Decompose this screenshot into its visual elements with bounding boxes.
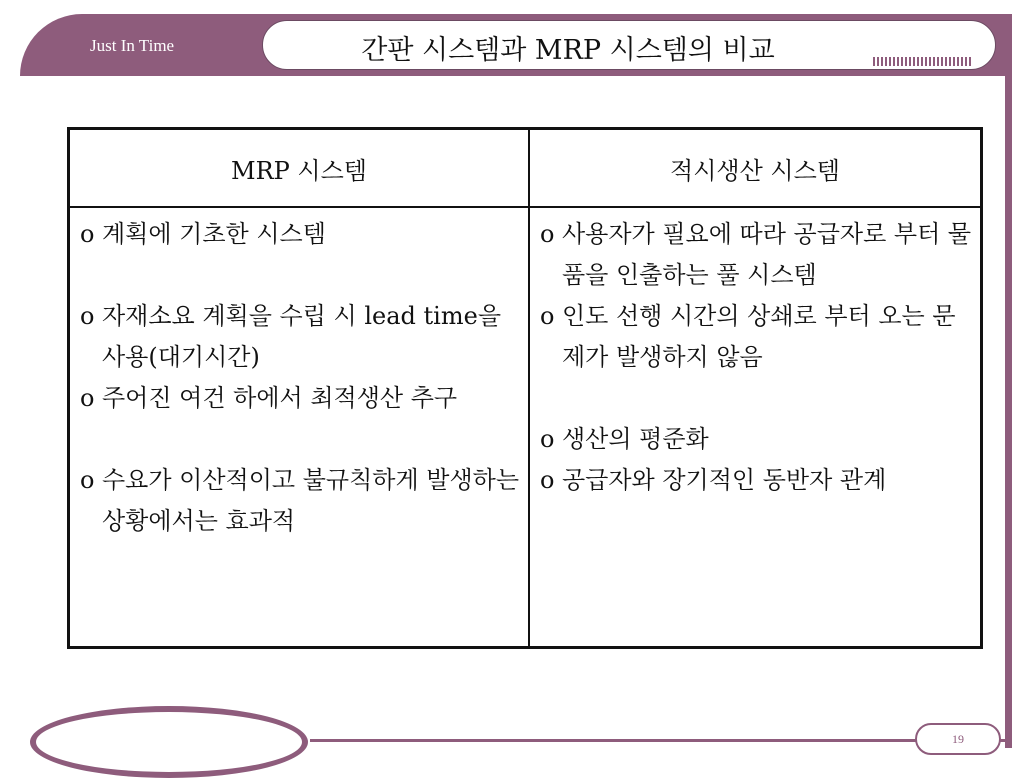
right-rail-decoration xyxy=(1005,70,1012,748)
header-mrp: MRP 시스템 xyxy=(69,129,530,208)
bottom-line-decoration xyxy=(310,739,1012,742)
list-item-text: 수요가 이산적이고 불규칙하게 발생하는 상황에서는 효과적 xyxy=(102,466,520,535)
list-item-text: 공급자와 장기적인 동반자 관계 xyxy=(562,466,887,494)
bullet-marker: o xyxy=(540,302,555,330)
list-item-text: 사용자가 필요에 따라 공급자로 부터 물품을 인출하는 풀 시스템 xyxy=(562,220,972,289)
comparison-table xyxy=(67,127,983,649)
bullet-marker: o xyxy=(540,466,555,494)
bullet-marker: o xyxy=(80,466,95,494)
logo-text: Just In Time xyxy=(90,36,175,55)
list-item xyxy=(540,460,972,501)
list-item xyxy=(80,378,520,419)
bullet-marker: o xyxy=(80,384,95,412)
list-item-text: 인도 선행 시간의 상쇄로 부터 오는 문제가 발생하지 않음 xyxy=(562,302,956,371)
bottom-ring-decoration xyxy=(30,706,308,778)
page-number: 19 xyxy=(915,723,1001,755)
mrp-cell xyxy=(69,207,530,648)
jit-cell xyxy=(529,207,982,648)
bullet-marker: o xyxy=(540,220,555,248)
slide-title: 간판 시스템과 MRP 시스템의 비교 xyxy=(361,35,775,66)
bullet-marker: o xyxy=(80,302,95,330)
table-body-row xyxy=(69,207,982,648)
bullet-marker: o xyxy=(540,425,555,453)
bullet-marker: o xyxy=(80,220,95,248)
header-jit: 적시생산 시스템 xyxy=(529,129,982,208)
list-item-text: 생산의 평준화 xyxy=(562,425,709,453)
list-item xyxy=(80,214,520,255)
table-header-row xyxy=(69,129,982,208)
list-item xyxy=(540,296,972,378)
list-item xyxy=(80,460,520,542)
list-item-text: 계획에 기초한 시스템 xyxy=(102,220,326,248)
list-item xyxy=(540,419,972,460)
list-item xyxy=(540,214,972,296)
list-item-text: 자재소요 계획을 수립 시 lead time을 사용(대기시간) xyxy=(102,302,501,371)
hatch-decoration xyxy=(873,57,971,66)
list-item-text: 주어진 여건 하에서 최적생산 추구 xyxy=(102,384,458,412)
list-item xyxy=(80,296,520,378)
